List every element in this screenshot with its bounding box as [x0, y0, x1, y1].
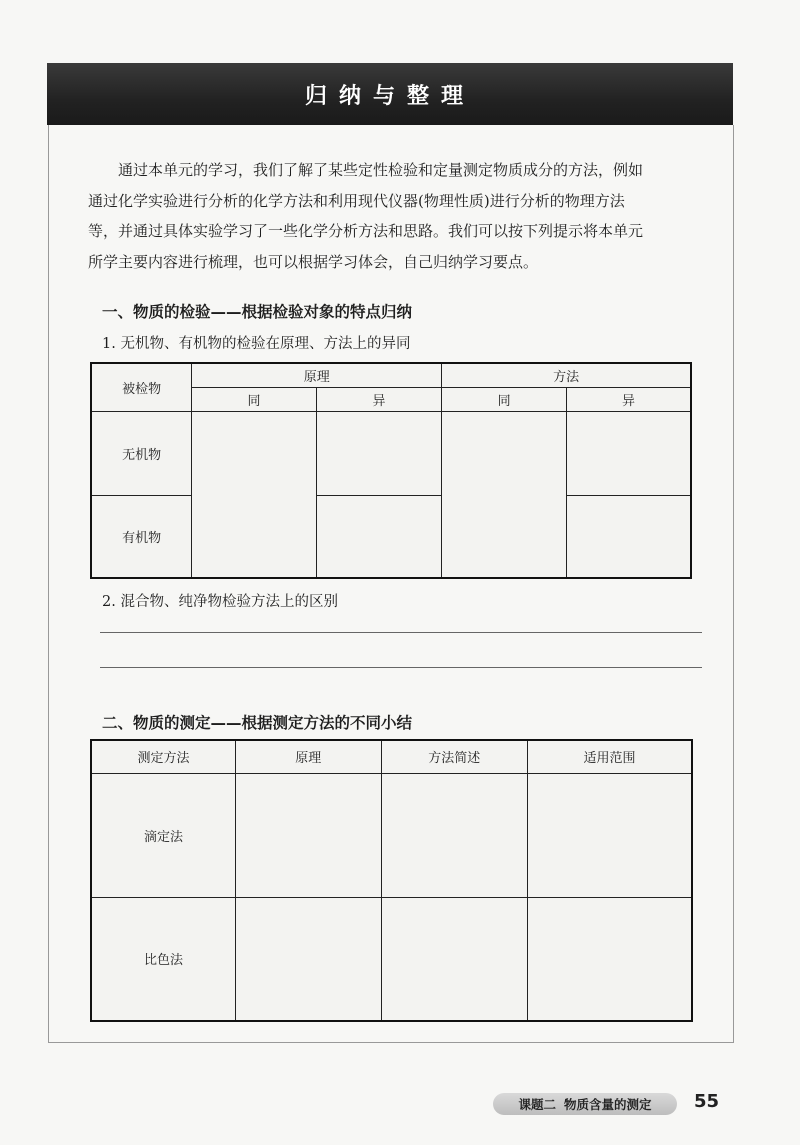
header-cell-description: 方法简述 [381, 740, 528, 773]
section-title-banner [47, 63, 733, 125]
intro-line: 等，并通过具体实验学习了一些化学分析方法和思路。我们可以按下列提示将本单元 [88, 222, 644, 240]
blank-cell [566, 495, 691, 578]
blank-cell [381, 773, 528, 897]
header-cell-principle: 原理 [192, 363, 442, 387]
header-cell-method: 方法 [442, 363, 691, 387]
answer-line [100, 632, 702, 633]
header-cell-method-diff: 异 [566, 387, 691, 411]
blank-cell [528, 773, 692, 897]
header-cell-subject: 被检物 [91, 363, 192, 411]
blank-cell [236, 773, 382, 897]
intro-line: 通过化学实验进行分析的化学方法和利用现代仪器(物理性质)进行分析的物理方法 [88, 191, 625, 210]
blank-cell [236, 897, 382, 1021]
section-2-heading: 二、物质的测定——根据测定方法的不同小结 [102, 714, 413, 732]
inorganic-organic-table [90, 362, 692, 579]
footer-topic: 物质含量的测定 [564, 1097, 652, 1112]
row-label-titration: 滴定法 [91, 773, 236, 897]
footer-chapter: 课题二 [518, 1097, 556, 1112]
header-cell-principle: 原理 [236, 740, 382, 773]
blank-cell [192, 411, 317, 578]
intro-paragraph [88, 155, 703, 277]
section-1-heading: 一、物质的检验——根据检验对象的特点归纳 [102, 303, 413, 321]
header-cell-principle-same: 同 [192, 387, 317, 411]
intro-line: 通过本单元的学习，我们了解了某些定性检验和定量测定物质成分的方法，例如 [118, 161, 644, 179]
row-label-organic: 有机物 [91, 495, 192, 578]
blank-cell [316, 495, 442, 578]
intro-line: 所学主要内容进行梳理，也可以根据学习体会，自己归纳学习要点。 [88, 252, 539, 271]
header-cell-principle-diff: 异 [316, 387, 442, 411]
page-title: 归纳与整理 [304, 83, 475, 109]
section-1-subheading-1: 1. 无机物、有机物的检验在原理、方法上的异同 [102, 336, 411, 352]
header-cell-scope: 适用范围 [528, 740, 692, 773]
page-number: 55 [694, 1091, 720, 1112]
blank-cell [442, 411, 567, 578]
header-cell-method-same: 同 [442, 387, 567, 411]
answer-line [100, 667, 702, 668]
measurement-methods-table [90, 739, 693, 1022]
blank-cell [316, 411, 442, 495]
blank-cell [381, 897, 528, 1021]
blank-cell [528, 897, 692, 1021]
blank-cell [566, 411, 691, 495]
section-1-subheading-2: 2. 混合物、纯净物检验方法上的区别 [102, 594, 338, 610]
row-label-inorganic: 无机物 [91, 411, 192, 495]
row-label-colorimetry: 比色法 [91, 897, 236, 1021]
chapter-footer-badge [493, 1093, 677, 1115]
header-cell-method: 测定方法 [91, 740, 236, 773]
